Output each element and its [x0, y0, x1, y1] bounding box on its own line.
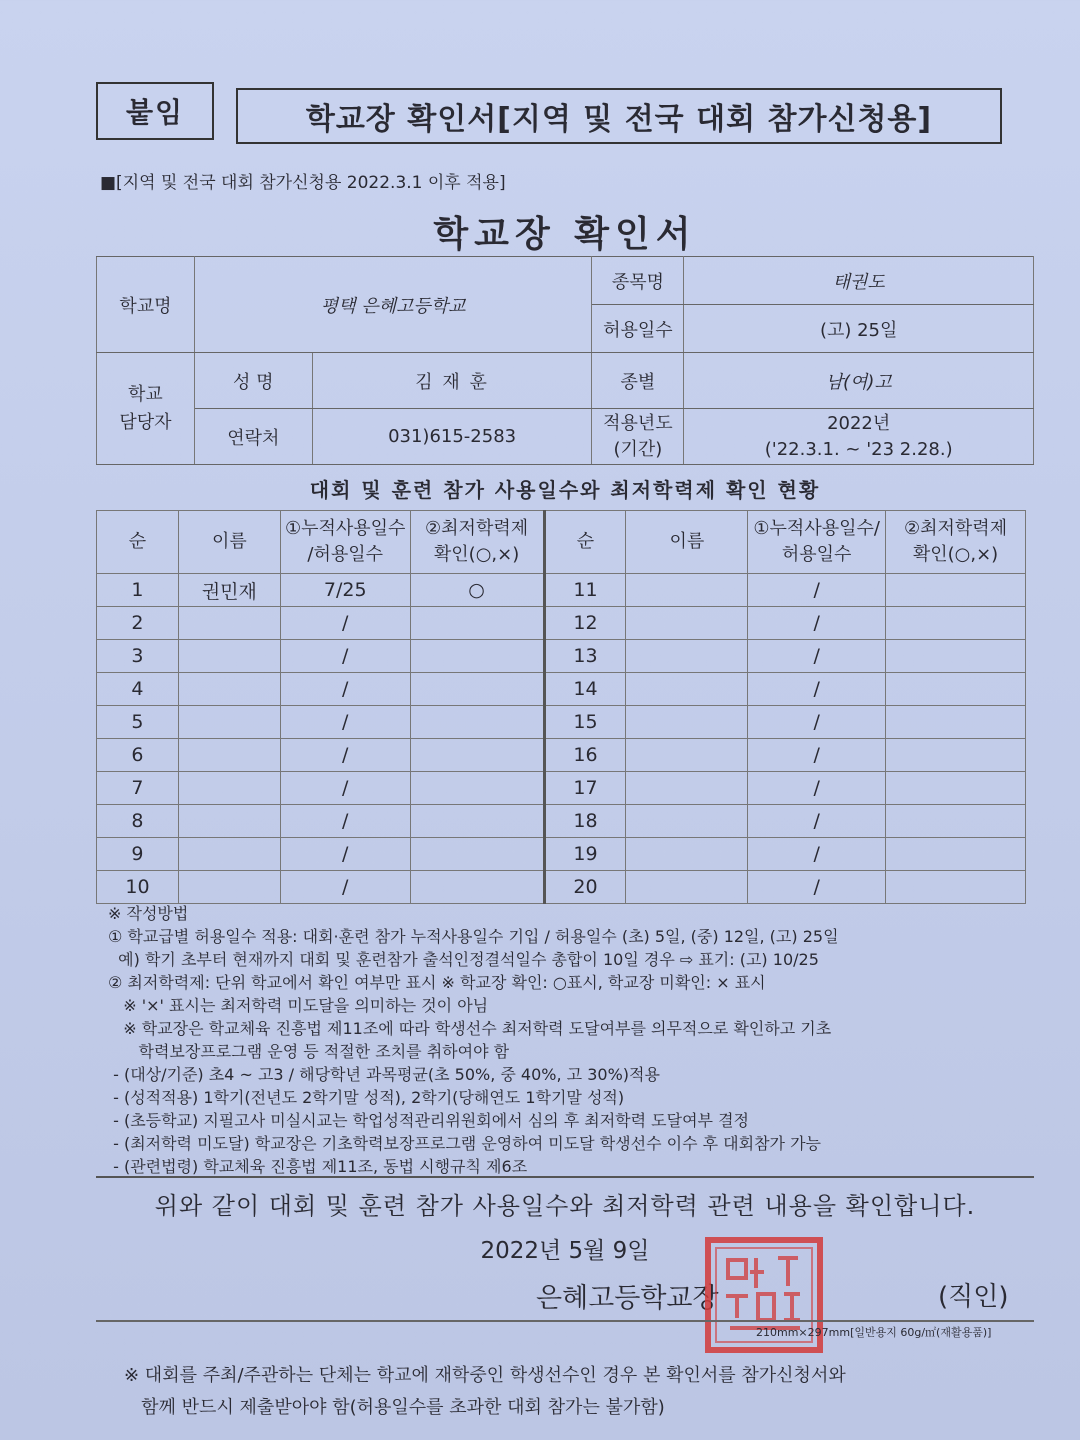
- row-no: 18: [544, 805, 626, 838]
- row-name: [178, 805, 280, 838]
- row-check: [410, 772, 544, 805]
- principal-title: 은혜고등학교장: [536, 1283, 719, 1314]
- table-row: [97, 574, 1026, 607]
- table-row: [97, 805, 1026, 838]
- col-name-left: 이름: [178, 511, 280, 574]
- row-name: [626, 673, 748, 706]
- seal-note: (직인): [938, 1282, 1009, 1312]
- row-no: 7: [97, 772, 179, 805]
- row-days: /: [280, 607, 410, 640]
- row-name: [626, 706, 748, 739]
- row-days: /: [280, 706, 410, 739]
- instruction-line: - (최저학력 미도달) 학교장은 기초학력보장프로그램 운영하여 미도달 학생선수 이수 후 대회참가 가능: [108, 1134, 821, 1153]
- row-name: [626, 640, 748, 673]
- row-name: [178, 739, 280, 772]
- row-check: [410, 739, 544, 772]
- table-row: [97, 640, 1026, 673]
- row-check: [886, 673, 1026, 706]
- row-days: /: [748, 706, 886, 739]
- row-check: [886, 772, 1026, 805]
- row-name: [626, 772, 748, 805]
- footer-note: [124, 1360, 846, 1424]
- row-check: [886, 640, 1026, 673]
- instruction-line: - (초등학교) 지필고사 미실시교는 학업성적관리위원회에서 심의 후 최저학력 도달여부 결정: [108, 1111, 749, 1130]
- table-row: [97, 772, 1026, 805]
- row-no: 8: [97, 805, 179, 838]
- contact-value: 031)615-2583: [312, 409, 592, 465]
- row-days: /: [280, 673, 410, 706]
- row-days: /: [280, 640, 410, 673]
- applicability-note: ■[지역 및 전국 대회 참가신청용 2022.3.1 이후 적용]: [100, 173, 506, 193]
- row-no: 19: [544, 838, 626, 871]
- paper-spec: 210mm×297mm[일반용지 60g/㎡(재활용품)]: [756, 1326, 992, 1339]
- row-days: /: [280, 739, 410, 772]
- row-no: 3: [97, 640, 179, 673]
- row-days: /: [748, 574, 886, 607]
- row-check: [886, 574, 1026, 607]
- row-no: 5: [97, 706, 179, 739]
- col-days-right: ①누적사용일수/ 허용일수: [748, 511, 886, 574]
- issue-date: 2022년 5월 9일: [480, 1238, 650, 1264]
- row-no: 16: [544, 739, 626, 772]
- row-days: /: [748, 838, 886, 871]
- row-check: [886, 607, 1026, 640]
- school-name-label: 학교명: [97, 257, 195, 353]
- row-name: [626, 838, 748, 871]
- row-no: 4: [97, 673, 179, 706]
- instruction-line: ※ 학교장은 학교체육 진흥법 제11조에 따라 학생선수 최저학력 도달여부를 의무적으로 확인하고 기초: [108, 1019, 832, 1038]
- instructions: [108, 902, 1038, 1178]
- row-check: [410, 706, 544, 739]
- divider: [96, 1320, 1034, 1322]
- roster-table: [96, 510, 1026, 904]
- row-days: /: [748, 739, 886, 772]
- row-days: /: [748, 607, 886, 640]
- row-no: 11: [544, 574, 626, 607]
- manager-label: 학교 담당자: [97, 353, 195, 465]
- school-info-table: [96, 256, 1034, 465]
- row-no: 6: [97, 739, 179, 772]
- row-name: 권민재: [178, 574, 280, 607]
- row-days: /: [280, 805, 410, 838]
- instruction-line: - (관련법령) 학교체육 진흥법 제11조, 동법 시행규칙 제6조: [108, 1157, 528, 1176]
- col-no-left: 순: [97, 511, 179, 574]
- col-name-right: 이름: [626, 511, 748, 574]
- row-no: 10: [97, 871, 179, 904]
- event-value: 태권도: [684, 257, 1034, 305]
- row-check: [886, 706, 1026, 739]
- row-check: [410, 673, 544, 706]
- row-name: [178, 673, 280, 706]
- row-name: [178, 871, 280, 904]
- row-no: 15: [544, 706, 626, 739]
- instruction-line: ① 학교급별 허용일수 적용: 대회·훈련 참가 누적사용일수 기입 / 허용일수 (초) 5일, (중) 12일, (고) 25일: [108, 927, 839, 946]
- footer-line-2: 함께 반드시 제출받아야 함(허용일수를 초과한 대회 참가는 불가함): [124, 1397, 665, 1418]
- row-name: [178, 640, 280, 673]
- instruction-line: ※ '×' 표시는 최저학력 미도달을 의미하는 것이 아님: [108, 996, 489, 1015]
- row-no: 14: [544, 673, 626, 706]
- row-check: [410, 640, 544, 673]
- row-check: [410, 805, 544, 838]
- row-days: /: [748, 772, 886, 805]
- row-name: [626, 574, 748, 607]
- table-row: [97, 706, 1026, 739]
- table-row: [97, 838, 1026, 871]
- gender-value: 남(여)고: [684, 353, 1034, 409]
- instruction-line: ※ 작성방법: [108, 904, 189, 923]
- instruction-line: 학력보장프로그램 운영 등 적절한 조치를 취하여야 함: [108, 1042, 510, 1061]
- event-label: 종목명: [592, 257, 684, 305]
- row-check: [886, 805, 1026, 838]
- row-no: 2: [97, 607, 179, 640]
- instruction-line: 예) 학기 초부터 현재까지 대회 및 훈련참가 출석인정결석일수 총합이 10일 경우 ⇨ 표기: (고) 10/25: [108, 950, 819, 969]
- row-no: 20: [544, 871, 626, 904]
- row-name: [178, 706, 280, 739]
- school-name-value: 평택 은혜고등학교: [194, 257, 592, 353]
- table-row: [97, 673, 1026, 706]
- row-check: [886, 838, 1026, 871]
- col-check-left: ②최저학력제 확인(○,×): [410, 511, 544, 574]
- row-name: [626, 805, 748, 838]
- row-no: 17: [544, 772, 626, 805]
- row-days: /: [748, 805, 886, 838]
- row-days: /: [748, 871, 886, 904]
- row-name: [178, 772, 280, 805]
- row-days: 7/25: [280, 574, 410, 607]
- row-days: /: [280, 838, 410, 871]
- attachment-label: 붙임: [96, 82, 214, 140]
- confirmation-statement: 위와 같이 대회 및 훈련 참가 사용일수와 최저학력 관련 내용을 확인합니다.: [96, 1176, 1034, 1221]
- year-value: 2022년 ('22.3.1. ~ '23 2.28.): [684, 409, 1034, 465]
- row-name: [626, 871, 748, 904]
- gender-label: 종별: [592, 353, 684, 409]
- row-no: 1: [97, 574, 179, 607]
- row-check: ○: [410, 574, 544, 607]
- col-no-right: 순: [544, 511, 626, 574]
- row-no: 13: [544, 640, 626, 673]
- person-name-value: 김 재 훈: [312, 353, 592, 409]
- instruction-line: ② 최저학력제: 단위 학교에서 확인 여부만 표시 ※ 학교장 확인: ○표시, 학교장 미확인: × 표시: [108, 973, 766, 992]
- col-check-right: ②최저학력제 확인(○,×): [886, 511, 1026, 574]
- row-check: [410, 871, 544, 904]
- instruction-line: - (대상/기준) 초4 ~ 고3 / 해당학년 과목평균(초 50%, 중 40%, 고 30%)적용: [108, 1065, 660, 1084]
- person-name-label: 성 명: [194, 353, 312, 409]
- status-title: 대회 및 훈련 참가 사용일수와 최저학력제 확인 현황: [309, 478, 821, 502]
- instruction-line: - (성적적용) 1학기(전년도 2학기말 성적), 2학기(당해연도 1학기말 성적): [108, 1088, 625, 1107]
- document-title: 학교장 확인서: [433, 214, 697, 255]
- table-row: [97, 871, 1026, 904]
- attachment-title: 학교장 확인서[지역 및 전국 대회 참가신청용]: [236, 88, 1002, 144]
- row-name: [626, 739, 748, 772]
- footer-line-1: ※ 대회를 주최/주관하는 단체는 학교에 재학중인 학생선수인 경우 본 확인서를 참가신청서와: [124, 1365, 846, 1386]
- table-row: [97, 607, 1026, 640]
- row-check: [410, 607, 544, 640]
- allowed-days-value: (고) 25일: [684, 305, 1034, 353]
- table-row: [97, 739, 1026, 772]
- row-name: [178, 838, 280, 871]
- row-days: /: [748, 640, 886, 673]
- contact-label: 연락처: [194, 409, 312, 465]
- row-no: 9: [97, 838, 179, 871]
- allowed-days-label: 허용일수: [592, 305, 684, 353]
- row-days: /: [280, 871, 410, 904]
- row-no: 12: [544, 607, 626, 640]
- row-name: [178, 607, 280, 640]
- row-check: [886, 739, 1026, 772]
- row-days: /: [748, 673, 886, 706]
- row-check: [410, 838, 544, 871]
- row-days: /: [280, 772, 410, 805]
- row-check: [886, 871, 1026, 904]
- row-name: [626, 607, 748, 640]
- col-days-left: ①누적사용일수 /허용일수: [280, 511, 410, 574]
- year-label: 적용년도 (기간): [592, 409, 684, 465]
